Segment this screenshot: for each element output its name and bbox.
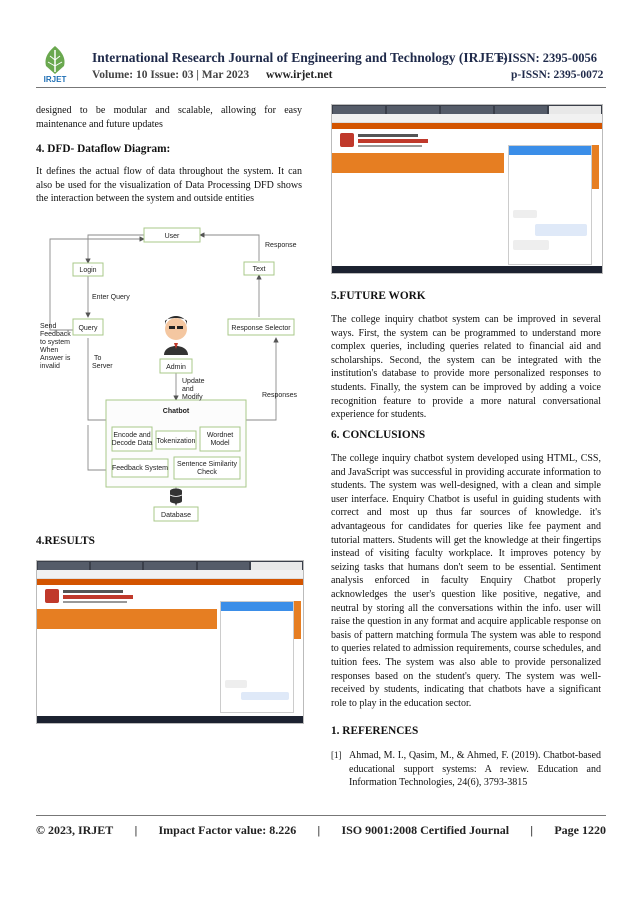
dfd-feedback-3: to system <box>40 339 70 346</box>
results-heading: 4.RESULTS <box>36 535 95 547</box>
result-screenshot-2 <box>331 104 603 274</box>
dfd-feedback-6: invalid <box>40 363 60 370</box>
dfd-heading: 4. DFD- Dataflow Diagram: <box>36 143 171 155</box>
dfd-update-3: Modify <box>182 394 203 401</box>
footer-page-number: Page 1220 <box>554 823 606 837</box>
footer-sep-1: | <box>134 823 138 837</box>
dfd-feedback-4: When <box>40 347 59 354</box>
reference-1-text: Ahmad, M. I., Qasim, M., & Ahmed, F. (2019). Chatbot-based educational support systems: A review. Education and Information Technologies, 24(6), 3793-3815 <box>349 750 601 789</box>
dfd-to-server-1: To <box>94 355 102 362</box>
dfd-to-server-2: Server <box>92 363 113 370</box>
dfd-similarity-1: Sentence Similarity <box>177 461 237 468</box>
volume-issue: Volume: 10 Issue: 03 | Mar 2023 <box>92 69 250 81</box>
conclusions-heading: 6. CONCLUSIONS <box>331 429 426 441</box>
dfd-feedback-system: Feedback System <box>111 465 169 472</box>
dfd-update-2: and <box>182 386 194 393</box>
dfd-update-1: Update <box>182 378 205 385</box>
footer-sep-2: | <box>317 823 321 837</box>
irjet-logo <box>36 44 74 84</box>
dfd-feedback-5: Answer is <box>40 355 71 362</box>
dfd-similarity-2: Check <box>197 469 217 476</box>
page-footer <box>36 823 606 838</box>
dfd-tokenization: Tokenization <box>156 438 196 445</box>
dfd-feedback-1: Send <box>40 323 57 330</box>
svg-text:IRJET: IRJET <box>43 75 67 84</box>
intro-paragraph: designed to be modular and scalable, allowing for easy maintenance and future updates <box>36 105 302 130</box>
dfd-paragraph: It defines the actual flow of data throughout the system. It can also be used for the visualization of Data Processing DFD shows the interaction between the system and outside entities <box>36 166 302 205</box>
database-icon <box>170 489 182 504</box>
dfd-admin: Admin <box>166 364 186 371</box>
dfd-enter-query: Enter Query <box>92 294 130 301</box>
footer-impact: Impact Factor value: 8.226 <box>158 823 297 837</box>
reference-1 <box>331 749 601 790</box>
future-work-paragraph: The college inquiry chatbot system can be improved in several ways. First, the system can be programmed to understand more complex queries, including queries related to financial aid and scholarships. Second, the system can be integrated with the institution's database to provide more personalized responses to students. Finally, the system can be improved by adding a voice recognition feature to provide a more natural conversational experience for students. <box>331 314 601 421</box>
dfd-feedback-2: Feedback <box>40 331 71 338</box>
p-issn: p-ISSN: 2395-0072 <box>511 69 604 81</box>
conclusions-paragraph: The college inquiry chatbot system developed using HTML, CSS, and JavaScript was successful in providing accurate information to students. The system was well-designed, with a clean and simple user interface. Enquiry Chatbot is useful in guiding students with correct and most up thus far sources of knowledge. it's advantageous for candidates for queries like fee payment and tutorial matters. Students will get the knowledge at their fingertips instead of visiting faculty workplace. It improves potency by seizing tasks that humans don't seem to be essential. Sentiment analysis enforced in faculty Enquiry Chatbot properly acknowledges the user's question like positive, negative, and neutral by storing all the conversations within the info. user will raise the question in any format and acquire applicable response on basis of pattern matching formula The system was able to respond to queries related to admission requirements, course schedules, and tuition fees. The system was also able to provide personalized responses based on the student's query. The system was well-received by students, indicating that chatbots have a significant role to play in the education sector. <box>331 453 601 709</box>
dfd-wordnet-1: Wordnet <box>206 432 234 439</box>
dfd-login: Login <box>79 267 97 274</box>
journal-website[interactable]: www.irjet.net <box>266 69 333 81</box>
dfd-responses: Responses <box>262 392 298 399</box>
dfd-wordnet-2: Model <box>210 440 230 447</box>
dfd-response-selector: Response Selector <box>231 325 291 332</box>
dfd-query: Query <box>78 325 98 332</box>
footer-sep-3: | <box>530 823 534 837</box>
admin-avatar-icon <box>164 316 188 355</box>
e-issn: e-ISSN: 2395-0056 <box>498 51 597 65</box>
footer-rule <box>36 815 606 816</box>
result-screenshot-1 <box>36 560 304 724</box>
footer-copyright: © 2023, IRJET <box>36 823 114 837</box>
dfd-user: User <box>164 233 180 240</box>
dfd-text: Text <box>252 266 266 273</box>
dfd-encode-2: Decode Data <box>111 440 153 447</box>
dfd-database: Database <box>161 512 191 519</box>
journal-title: International Research Journal of Engineering and Technology (IRJET) <box>92 50 508 65</box>
footer-iso: ISO 9001:2008 Certified Journal <box>341 823 510 837</box>
dfd-encode-1: Encode and <box>113 432 151 439</box>
future-work-heading: 5.FUTURE WORK <box>331 290 426 302</box>
dfd-response-label: Response <box>265 242 297 249</box>
header-rule <box>36 87 606 88</box>
references-heading: 1. REFERENCES <box>331 725 419 737</box>
reference-1-number: [1] <box>331 750 342 760</box>
dfd-chatbot: Chatbot <box>162 408 190 415</box>
dfd-diagram <box>36 225 302 525</box>
